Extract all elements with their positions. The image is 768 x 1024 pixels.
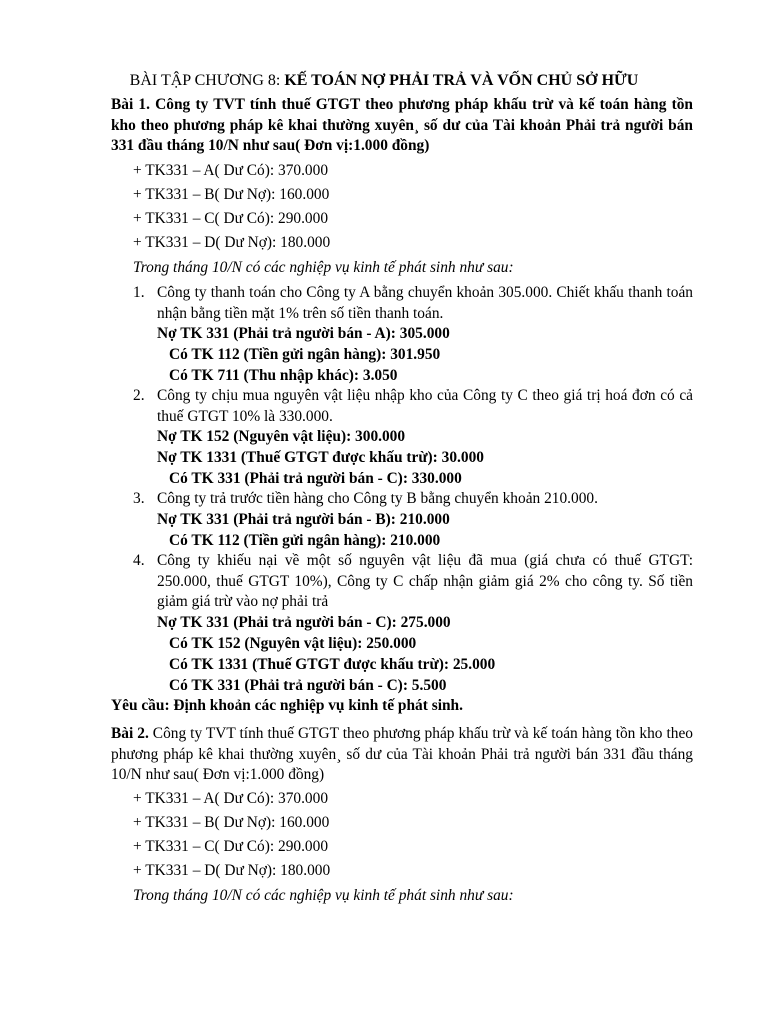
- bai1-balance-c: + TK331 – C( Dư Có): 290.000: [133, 210, 329, 227]
- bai1-balance-d: + TK331 – D( Dư Nợ): 180.000: [133, 234, 331, 251]
- bai2-label: Bài 2.: [111, 725, 149, 742]
- page-title: [0, 70, 768, 92]
- bai2-balance-b: + TK331 – B( Dư Nợ): 160.000: [133, 814, 330, 831]
- title-prefix: BÀI TẬP CHƯƠNG 8:: [129, 72, 285, 89]
- item-number: 1.: [133, 284, 145, 301]
- journal-entry: Nợ TK 331 (Phải trả người bán - A): 305.000: [157, 325, 450, 342]
- item-number: 2.: [133, 387, 145, 404]
- bai1-transactions-intro: Trong tháng 10/N có các nghiệp vụ kinh tế phát sinh như sau:: [133, 259, 514, 276]
- bai2-transactions-intro: Trong tháng 10/N có các nghiệp vụ kinh tế phát sinh như sau:: [133, 887, 514, 904]
- bai2-intro: [111, 724, 693, 786]
- bai1-intro: [111, 95, 693, 157]
- journal-entry: Có TK 112 (Tiền gửi ngân hàng): 210.000: [169, 532, 441, 549]
- bai1-balance-b: + TK331 – B( Dư Nợ): 160.000: [133, 186, 330, 203]
- bai1-requirement: Yêu cầu: Định khoản các nghiệp vụ kinh tế phát sinh.: [111, 697, 463, 714]
- bai2-balance-d: + TK331 – D( Dư Nợ): 180.000: [133, 862, 331, 879]
- journal-entry: Nợ TK 331 (Phải trả người bán - C): 275.000: [157, 614, 451, 631]
- item-text: Công ty khiếu nại về một số nguyên vật liệu đã mua (giá chưa có thuế GTGT: 250.000, thuế GTGT 10%), Công ty C chấp nhận giảm giá 2% cho công ty. Số tiền giảm giá trừ vào nợ phải trả: [157, 552, 693, 611]
- item-text: Công ty trả trước tiền hàng cho Công ty B bằng chuyển khoản 210.000.: [157, 490, 598, 507]
- journal-entry: Có TK 152 (Nguyên vật liệu): 250.000: [169, 635, 417, 652]
- journal-entry: Có TK 331 (Phải trả người bán - C): 330.000: [169, 470, 462, 487]
- item-text: Công ty chịu mua nguyên vật liệu nhập kho của Công ty C theo giá trị hoá đơn có cả thuế GTGT 10% là 330.000.: [157, 387, 693, 425]
- journal-entry: Nợ TK 1331 (Thuế GTGT được khấu trừ): 30.000: [157, 449, 484, 466]
- item-number: 4.: [133, 552, 145, 569]
- bai2-intro-text: Công ty TVT tính thuế GTGT theo phương pháp khấu trừ và kế toán hàng tồn kho theo phương pháp kê khai thường xuyên¸ số dư của Tài khoản Phải trả người bán 331 đầu tháng 10/N như sau( Đơn vị:1.000 đồng): [111, 725, 693, 784]
- journal-entry: Có TK 331 (Phải trả người bán - C): 5.500: [169, 677, 447, 694]
- title-main: KẾ TOÁN NỢ PHẢI TRẢ VÀ VỐN CHỦ SỞ HỮU: [284, 72, 639, 89]
- item-text: Công ty thanh toán cho Công ty A bằng chuyển khoản 305.000. Chiết khấu thanh toán nhận bằng tiền mặt 1% trên số tiền thanh toán.: [157, 284, 693, 322]
- bai2-balance-a: + TK331 – A( Dư Có): 370.000: [133, 790, 329, 807]
- journal-entry: Có TK 112 (Tiền gửi ngân hàng): 301.950: [169, 346, 441, 363]
- bai1-label: Bài 1.: [111, 96, 150, 113]
- item-number: 3.: [133, 490, 145, 507]
- journal-entry: Có TK 1331 (Thuế GTGT được khấu trừ): 25.000: [169, 656, 496, 673]
- journal-entry: Nợ TK 152 (Nguyên vật liệu): 300.000: [157, 428, 406, 445]
- bai1-intro-text: Công ty TVT tính thuế GTGT theo phương pháp khấu trừ và kế toán hàng tồn kho theo phương pháp kê khai thường xuyên¸ số dư của Tài khoản Phải trả người bán 331 đầu tháng 10/N như sau( Đơn vị:1.000 đồng): [111, 96, 693, 155]
- journal-entry: Nợ TK 331 (Phải trả người bán - B): 210.000: [157, 511, 450, 528]
- bai2-balance-c: + TK331 – C( Dư Có): 290.000: [133, 838, 329, 855]
- bai1-balance-a: + TK331 – A( Dư Có): 370.000: [133, 162, 329, 179]
- journal-entry: Có TK 711 (Thu nhập khác): 3.050: [169, 367, 398, 384]
